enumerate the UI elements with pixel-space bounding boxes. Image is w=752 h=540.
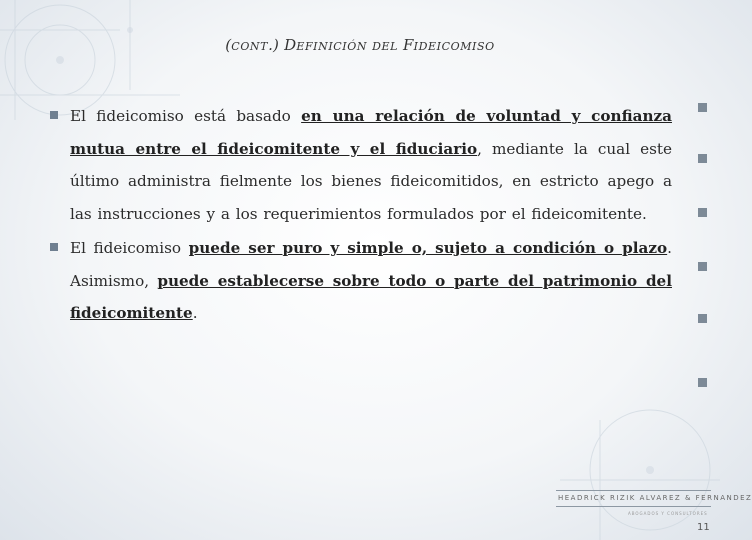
- title-part: CONT: [231, 40, 269, 53]
- square-icon: [698, 103, 707, 112]
- square-icon: [698, 262, 707, 271]
- underlined-text-segment: puede ser puro y simple o, sujeto a condición o plazo: [188, 239, 668, 257]
- logo-rule: [556, 490, 711, 491]
- square-bullet-icon: [50, 243, 58, 251]
- bullet-list: [44, 100, 672, 332]
- logo-subtext: ABOGADOS Y CONSULTORES: [628, 511, 708, 516]
- bullet-item: [44, 100, 672, 230]
- square-icon: [698, 208, 707, 217]
- title-part: F: [398, 36, 414, 54]
- square-icon: [698, 154, 707, 163]
- underlined-text-segment: puede establecerse sobre todo o parte del patrimonio del fideicomitente: [70, 271, 672, 322]
- underlined-text-segment: en una relación de voluntad y confianza mutua entre el fideicomitente y el fiduciario: [70, 107, 672, 158]
- logo-text: HEADRICK RIZIK ALVAREZ & FERNANDEZ: [558, 494, 752, 502]
- bullet-item: [44, 232, 672, 330]
- logo-rule: [556, 506, 711, 507]
- square-bullet-icon: [50, 111, 58, 119]
- title-part: DEL: [372, 40, 399, 53]
- bullet-text: [70, 100, 672, 230]
- text-segment: . Asimismo,: [70, 239, 672, 290]
- text-segment: .: [192, 304, 198, 322]
- bullet-text: [70, 232, 672, 330]
- firm-logo: [556, 490, 752, 516]
- title-part: (: [225, 36, 232, 54]
- square-icon: [698, 378, 707, 387]
- text-segment: El fideicomiso está basado: [70, 107, 302, 125]
- square-icon: [698, 314, 707, 323]
- title-part: IDEICOMISO: [413, 40, 495, 53]
- page-number: 11: [697, 522, 710, 533]
- title-part: EFINICIÓN: [296, 40, 368, 53]
- title-part: .) D: [268, 36, 297, 54]
- text-segment: El fideicomiso: [70, 239, 189, 257]
- text-segment: , mediante la cual este último administra fielmente los bienes fideicomitidos, en estricto apego a las instrucciones y a los requerimientos formulados por el fideicomitente.: [70, 139, 672, 223]
- slide-title: [0, 36, 720, 54]
